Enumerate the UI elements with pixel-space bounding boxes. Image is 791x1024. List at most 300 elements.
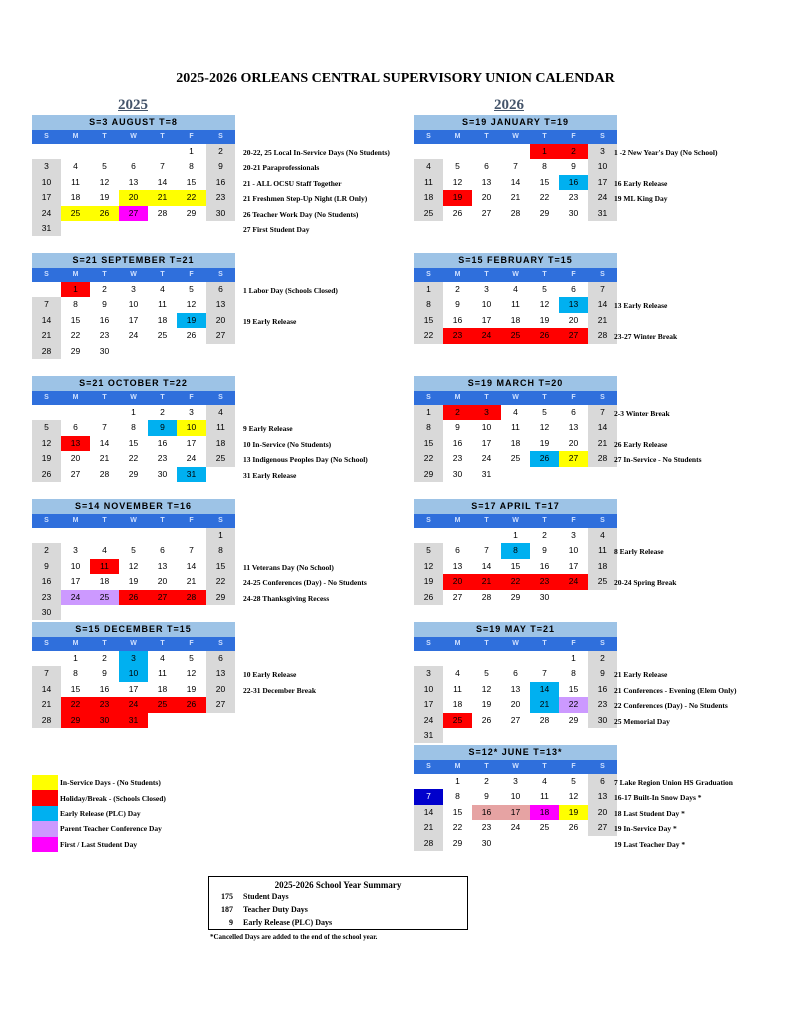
day-cell: 17: [128, 683, 139, 694]
week-row: [32, 528, 235, 543]
summary-label: Student Days: [243, 892, 289, 901]
day-cell: 10: [588, 159, 617, 174]
empty-cell: [148, 605, 177, 620]
weekday-label: W: [130, 640, 137, 647]
empty-cell: [90, 144, 119, 159]
weekday-header-row: [414, 760, 617, 774]
day-cell: 8: [73, 668, 78, 679]
month-header: S=14 NOVEMBER T=16: [32, 499, 235, 514]
legend-item: [32, 837, 166, 852]
day-cell: 23: [443, 328, 472, 343]
empty-cell: [472, 528, 501, 543]
empty-cell: [206, 605, 235, 620]
weekday-label: W: [512, 271, 519, 278]
day-cell: 31: [414, 728, 443, 743]
weekday-label: W: [130, 394, 137, 401]
legend-item: [32, 790, 166, 805]
day-cell: 17: [481, 437, 492, 448]
day-cell: 17: [588, 175, 617, 190]
day-cell: 1: [206, 528, 235, 543]
day-cell: 4: [513, 407, 518, 417]
day-cell: 15: [70, 683, 81, 694]
day-cell: 21: [32, 328, 61, 343]
day-cell: 27: [559, 451, 588, 466]
day-cell: 26: [530, 328, 559, 343]
day-cell: 14: [32, 313, 61, 328]
day-cell: 10: [32, 175, 61, 190]
empty-cell: [90, 405, 119, 420]
day-cell: 29: [61, 713, 90, 728]
calendar-note: 19 In-Service Day *: [614, 824, 677, 834]
weekday-label: S: [44, 133, 49, 140]
day-cell: 1: [530, 144, 559, 159]
day-cell: 23: [32, 590, 61, 605]
day-cell: 13: [157, 560, 168, 571]
day-cell: 19: [32, 451, 61, 466]
day-cell: 8: [131, 422, 136, 433]
day-cell: 18: [70, 192, 81, 203]
month-header: S=19 MAY T=21: [414, 622, 617, 637]
empty-cell: [32, 528, 61, 543]
weekday-label: W: [512, 640, 519, 647]
day-cell: 10: [510, 791, 521, 802]
day-cell: 10: [481, 299, 492, 310]
day-cell: 15: [70, 314, 81, 325]
empty-cell: [501, 836, 530, 851]
day-cell: 14: [414, 805, 443, 820]
week-row: [32, 420, 235, 435]
day-cell: 21: [588, 313, 617, 328]
week-row: [414, 713, 617, 728]
day-cell: 3: [588, 144, 617, 159]
month-header: S=12* JUNE T=13*: [414, 745, 617, 760]
day-cell: 1: [189, 146, 194, 156]
day-cell: 7: [484, 545, 489, 556]
day-cell: 13: [128, 176, 139, 187]
calendar-note: 27 First Student Day: [243, 225, 310, 234]
month-header: S=15 FEBRUARY T=15: [414, 253, 617, 268]
empty-cell: [177, 221, 206, 236]
day-cell: 22: [414, 451, 443, 466]
empty-cell: [148, 144, 177, 159]
day-cell: 24: [32, 206, 61, 221]
day-cell: 14: [588, 420, 617, 435]
day-cell: 18: [510, 437, 521, 448]
empty-cell: [530, 728, 559, 743]
weekday-label: T: [484, 640, 489, 647]
weekday-label: W: [130, 517, 137, 524]
day-cell: 11: [158, 299, 167, 310]
day-cell: 28: [510, 207, 521, 218]
weekday-label: T: [542, 394, 547, 401]
summary-count: 9: [229, 918, 233, 927]
weekday-header-row: [414, 514, 617, 528]
empty-cell: [148, 713, 177, 728]
weekday-label: M: [454, 517, 461, 524]
week-row: [414, 666, 617, 681]
day-cell: 17: [70, 576, 81, 587]
week-row: [32, 682, 235, 697]
day-cell: 28: [99, 468, 110, 479]
weekday-label: T: [542, 271, 547, 278]
day-cell: 29: [414, 467, 443, 482]
day-cell: 15: [539, 176, 550, 187]
month-sep: [32, 253, 235, 359]
day-cell: 3: [484, 284, 489, 294]
day-cell: 22: [501, 574, 530, 589]
day-cell: 1: [73, 653, 78, 663]
day-cell: 3: [131, 284, 136, 294]
day-cell: 3: [513, 776, 518, 786]
empty-cell: [414, 651, 443, 666]
week-row: [414, 282, 617, 297]
week-row: [414, 159, 617, 174]
day-cell: 3: [571, 530, 576, 540]
week-row: [32, 666, 235, 681]
weekday-header-row: [32, 130, 235, 144]
weekday-label: W: [130, 271, 137, 278]
day-cell: 5: [189, 653, 194, 663]
day-cell: 2: [102, 653, 107, 663]
day-cell: 18: [452, 699, 463, 710]
day-cell: 8: [206, 543, 235, 558]
day-cell: 29: [539, 207, 550, 218]
day-cell: 6: [206, 282, 235, 297]
week-row: [414, 405, 617, 420]
calendar-note: 16-17 Built-In Snow Days *: [614, 793, 702, 803]
day-cell: 6: [206, 651, 235, 666]
summary-row: [209, 903, 467, 916]
empty-cell: [530, 836, 559, 851]
day-cell: 25: [414, 206, 443, 221]
day-cell: 18: [414, 190, 443, 205]
calendar-note: 19 Last Teacher Day *: [614, 839, 686, 849]
legend: [32, 775, 166, 852]
day-cell: 12: [539, 422, 550, 433]
day-cell: 5: [455, 161, 460, 172]
empty-cell: [119, 221, 148, 236]
weekday-label: S: [600, 640, 605, 647]
week-row: [32, 159, 235, 174]
day-cell: 19: [539, 437, 550, 448]
day-cell: 10: [177, 420, 206, 435]
empty-cell: [177, 528, 206, 543]
empty-cell: [90, 221, 119, 236]
legend-swatch: [32, 775, 58, 790]
day-cell: 14: [32, 682, 61, 697]
summary-label: Early Release (PLC) Days: [243, 918, 333, 927]
weekday-label: T: [542, 133, 547, 140]
day-cell: 28: [481, 591, 492, 602]
day-cell: 2: [206, 144, 235, 159]
day-cell: 20: [206, 682, 235, 697]
weekday-label: S: [426, 133, 431, 140]
day-cell: 11: [414, 175, 443, 190]
day-cell: 9: [455, 299, 460, 310]
week-row: [32, 543, 235, 558]
empty-cell: [206, 713, 235, 728]
day-cell: 1: [131, 407, 136, 417]
day-cell: 14: [588, 297, 617, 312]
day-cell: 16: [588, 682, 617, 697]
day-cell: 28: [32, 713, 61, 728]
day-cell: 27: [559, 328, 588, 343]
calendar-note: 18 Last Student Day *: [614, 808, 685, 818]
calendar-note: 20-21 Paraprofessionals: [243, 163, 320, 173]
day-cell: 29: [568, 714, 579, 725]
month-header: S=19 MARCH T=20: [414, 376, 617, 391]
day-cell: 19: [559, 805, 588, 820]
empty-cell: [32, 651, 61, 666]
day-cell: 20: [119, 190, 148, 205]
day-cell: 26: [177, 697, 206, 712]
day-cell: 11: [71, 176, 80, 187]
calendar-note: 10 In-Service (No Students): [243, 439, 332, 449]
day-cell: 26: [568, 822, 579, 833]
day-cell: 23: [588, 697, 617, 712]
week-row: [32, 559, 235, 574]
calendar-note: 13 Early Release: [614, 301, 668, 311]
day-cell: 24: [588, 190, 617, 205]
day-cell: 10: [119, 666, 148, 681]
empty-cell: [414, 774, 443, 789]
empty-cell: [148, 344, 177, 359]
weekday-label: M: [454, 763, 461, 770]
day-cell: 5: [571, 776, 576, 786]
day-cell: 2: [542, 530, 547, 540]
day-cell: 24: [128, 330, 139, 341]
day-cell: 3: [414, 666, 443, 681]
day-cell: 21: [414, 820, 443, 835]
week-row: [32, 313, 235, 328]
calendar-note: 21 - ALL OCSU Staff Together: [243, 178, 342, 188]
day-cell: 23: [452, 453, 463, 464]
month-header: S=21 SEPTEMBER T=21: [32, 253, 235, 268]
day-cell: 16: [452, 314, 463, 325]
empty-cell: [559, 728, 588, 743]
day-cell: 22: [206, 574, 235, 589]
weekday-label: M: [454, 271, 461, 278]
week-row: [414, 190, 617, 205]
day-cell: 26: [32, 467, 61, 482]
day-cell: 24: [481, 453, 492, 464]
day-cell: 25: [588, 574, 617, 589]
legend-swatch: [32, 821, 58, 836]
day-cell: 6: [484, 161, 489, 172]
weekday-label: S: [426, 640, 431, 647]
day-cell: 18: [157, 314, 168, 325]
weekday-label: W: [512, 517, 519, 524]
day-cell: 13: [452, 560, 463, 571]
day-cell: 2: [443, 405, 472, 420]
weekday-header-row: [414, 130, 617, 144]
day-cell: 7: [588, 405, 617, 420]
day-cell: 9: [588, 666, 617, 681]
day-cell: 4: [206, 405, 235, 420]
day-cell: 19: [539, 314, 550, 325]
day-cell: 7: [513, 161, 518, 172]
calendar-note: 25 Memorial Day: [614, 716, 670, 726]
day-cell: 13: [510, 683, 521, 694]
day-cell: 8: [455, 791, 460, 802]
day-cell: 30: [539, 591, 550, 602]
day-cell: 21: [472, 574, 501, 589]
week-row: [32, 206, 235, 221]
day-cell: 31: [481, 468, 492, 479]
weekday-label: M: [454, 394, 461, 401]
calendar-note: 13 Indigenous Peoples Day (No School): [243, 455, 368, 465]
legend-swatch: [32, 806, 58, 821]
month-jan: [414, 115, 617, 221]
empty-cell: [90, 528, 119, 543]
day-cell: 9: [206, 159, 235, 174]
week-row: [32, 175, 235, 190]
weekday-label: S: [44, 517, 49, 524]
day-cell: 19: [481, 699, 492, 710]
day-cell: 4: [102, 545, 107, 556]
calendar-note: 20-22, 25 Local In-Service Days (No Students): [243, 148, 390, 157]
weekday-label: S: [426, 394, 431, 401]
month-feb: [414, 253, 617, 344]
month-jun: [414, 745, 617, 851]
calendar-note: 7 Lake Region Union HS Graduation: [614, 778, 733, 787]
week-row: [32, 605, 235, 620]
day-cell: 17: [186, 437, 197, 448]
empty-cell: [119, 144, 148, 159]
day-cell: 3: [32, 159, 61, 174]
weekday-label: S: [218, 640, 223, 647]
day-cell: 22: [414, 328, 443, 343]
day-cell: 19: [186, 683, 197, 694]
weekday-header-row: [414, 637, 617, 651]
day-cell: 27: [206, 328, 235, 343]
day-cell: 18: [99, 576, 110, 587]
week-row: [32, 297, 235, 312]
week-row: [414, 144, 617, 159]
day-cell: 2: [484, 776, 489, 786]
empty-cell: [501, 144, 530, 159]
day-cell: 12: [568, 791, 579, 802]
empty-cell: [206, 221, 235, 236]
legend-item: [32, 775, 166, 790]
day-cell: 2: [32, 543, 61, 558]
day-cell: 8: [501, 543, 530, 558]
empty-cell: [588, 590, 617, 605]
week-row: [414, 297, 617, 312]
week-row: [414, 328, 617, 343]
day-cell: 21: [530, 697, 559, 712]
weekday-label: S: [218, 394, 223, 401]
week-row: [414, 805, 617, 820]
day-cell: 9: [32, 559, 61, 574]
year-2026-heading: 2026: [494, 97, 524, 113]
week-row: [414, 774, 617, 789]
legend-label: Early Release (PLC) Day: [60, 808, 141, 818]
weekday-header-row: [32, 637, 235, 651]
empty-cell: [530, 651, 559, 666]
empty-cell: [588, 467, 617, 482]
month-mar: [414, 376, 617, 482]
weekday-label: T: [102, 517, 107, 524]
day-cell: 11: [511, 422, 520, 433]
weekday-label: W: [512, 394, 519, 401]
calendar-note: 21 Conferences - Evening (Elem Only): [614, 685, 737, 695]
day-cell: 1: [414, 405, 443, 420]
empty-cell: [90, 605, 119, 620]
day-cell: 27: [148, 590, 177, 605]
day-cell: 8: [189, 161, 194, 172]
week-row: [414, 789, 617, 804]
day-cell: 30: [588, 713, 617, 728]
month-apr: [414, 499, 617, 605]
day-cell: 1: [571, 653, 576, 663]
week-row: [32, 328, 235, 343]
day-cell: 11: [206, 420, 235, 435]
day-cell: 27: [481, 207, 492, 218]
day-cell: 13: [588, 789, 617, 804]
day-cell: 24: [186, 453, 197, 464]
day-cell: 17: [414, 697, 443, 712]
calendar-note: 24-25 Conferences (Day) - No Students: [243, 578, 367, 588]
legend-swatch: [32, 837, 58, 852]
day-cell: 30: [90, 713, 119, 728]
day-cell: 5: [542, 407, 547, 417]
empty-cell: [119, 605, 148, 620]
day-cell: 20: [70, 453, 81, 464]
day-cell: 16: [559, 175, 588, 190]
empty-cell: [559, 590, 588, 605]
day-cell: 12: [452, 176, 463, 187]
weekday-label: F: [571, 271, 576, 278]
day-cell: 21: [510, 192, 521, 203]
day-cell: 27: [588, 820, 617, 835]
week-row: [414, 697, 617, 712]
day-cell: 6: [455, 545, 460, 556]
week-row: [32, 697, 235, 712]
day-cell: 14: [157, 176, 168, 187]
day-cell: 3: [472, 405, 501, 420]
weekday-header-row: [414, 391, 617, 405]
day-cell: 14: [186, 560, 197, 571]
month-header: S=21 OCTOBER T=22: [32, 376, 235, 391]
month-nov: [32, 499, 235, 620]
weekday-label: W: [512, 133, 519, 140]
week-row: [414, 682, 617, 697]
calendar-note: 23-27 Winter Break: [614, 332, 678, 342]
week-row: [414, 451, 617, 466]
day-cell: 29: [510, 591, 521, 602]
weekday-label: M: [454, 640, 461, 647]
day-cell: 27: [206, 697, 235, 712]
legend-item: [32, 821, 166, 836]
day-cell: 1: [61, 282, 90, 297]
day-cell: 22: [70, 330, 81, 341]
weekday-label: T: [484, 763, 489, 770]
day-cell: 30: [481, 837, 492, 848]
weekday-header-row: [32, 514, 235, 528]
week-row: [414, 651, 617, 666]
weekday-header-row: [32, 391, 235, 405]
weekday-label: F: [189, 394, 194, 401]
day-cell: 23: [481, 822, 492, 833]
day-cell: 26: [481, 714, 492, 725]
day-cell: 23: [90, 697, 119, 712]
weekday-label: T: [102, 394, 107, 401]
day-cell: 20: [588, 805, 617, 820]
day-cell: 13: [206, 297, 235, 312]
day-cell: 14: [481, 560, 492, 571]
day-cell: 15: [414, 436, 443, 451]
